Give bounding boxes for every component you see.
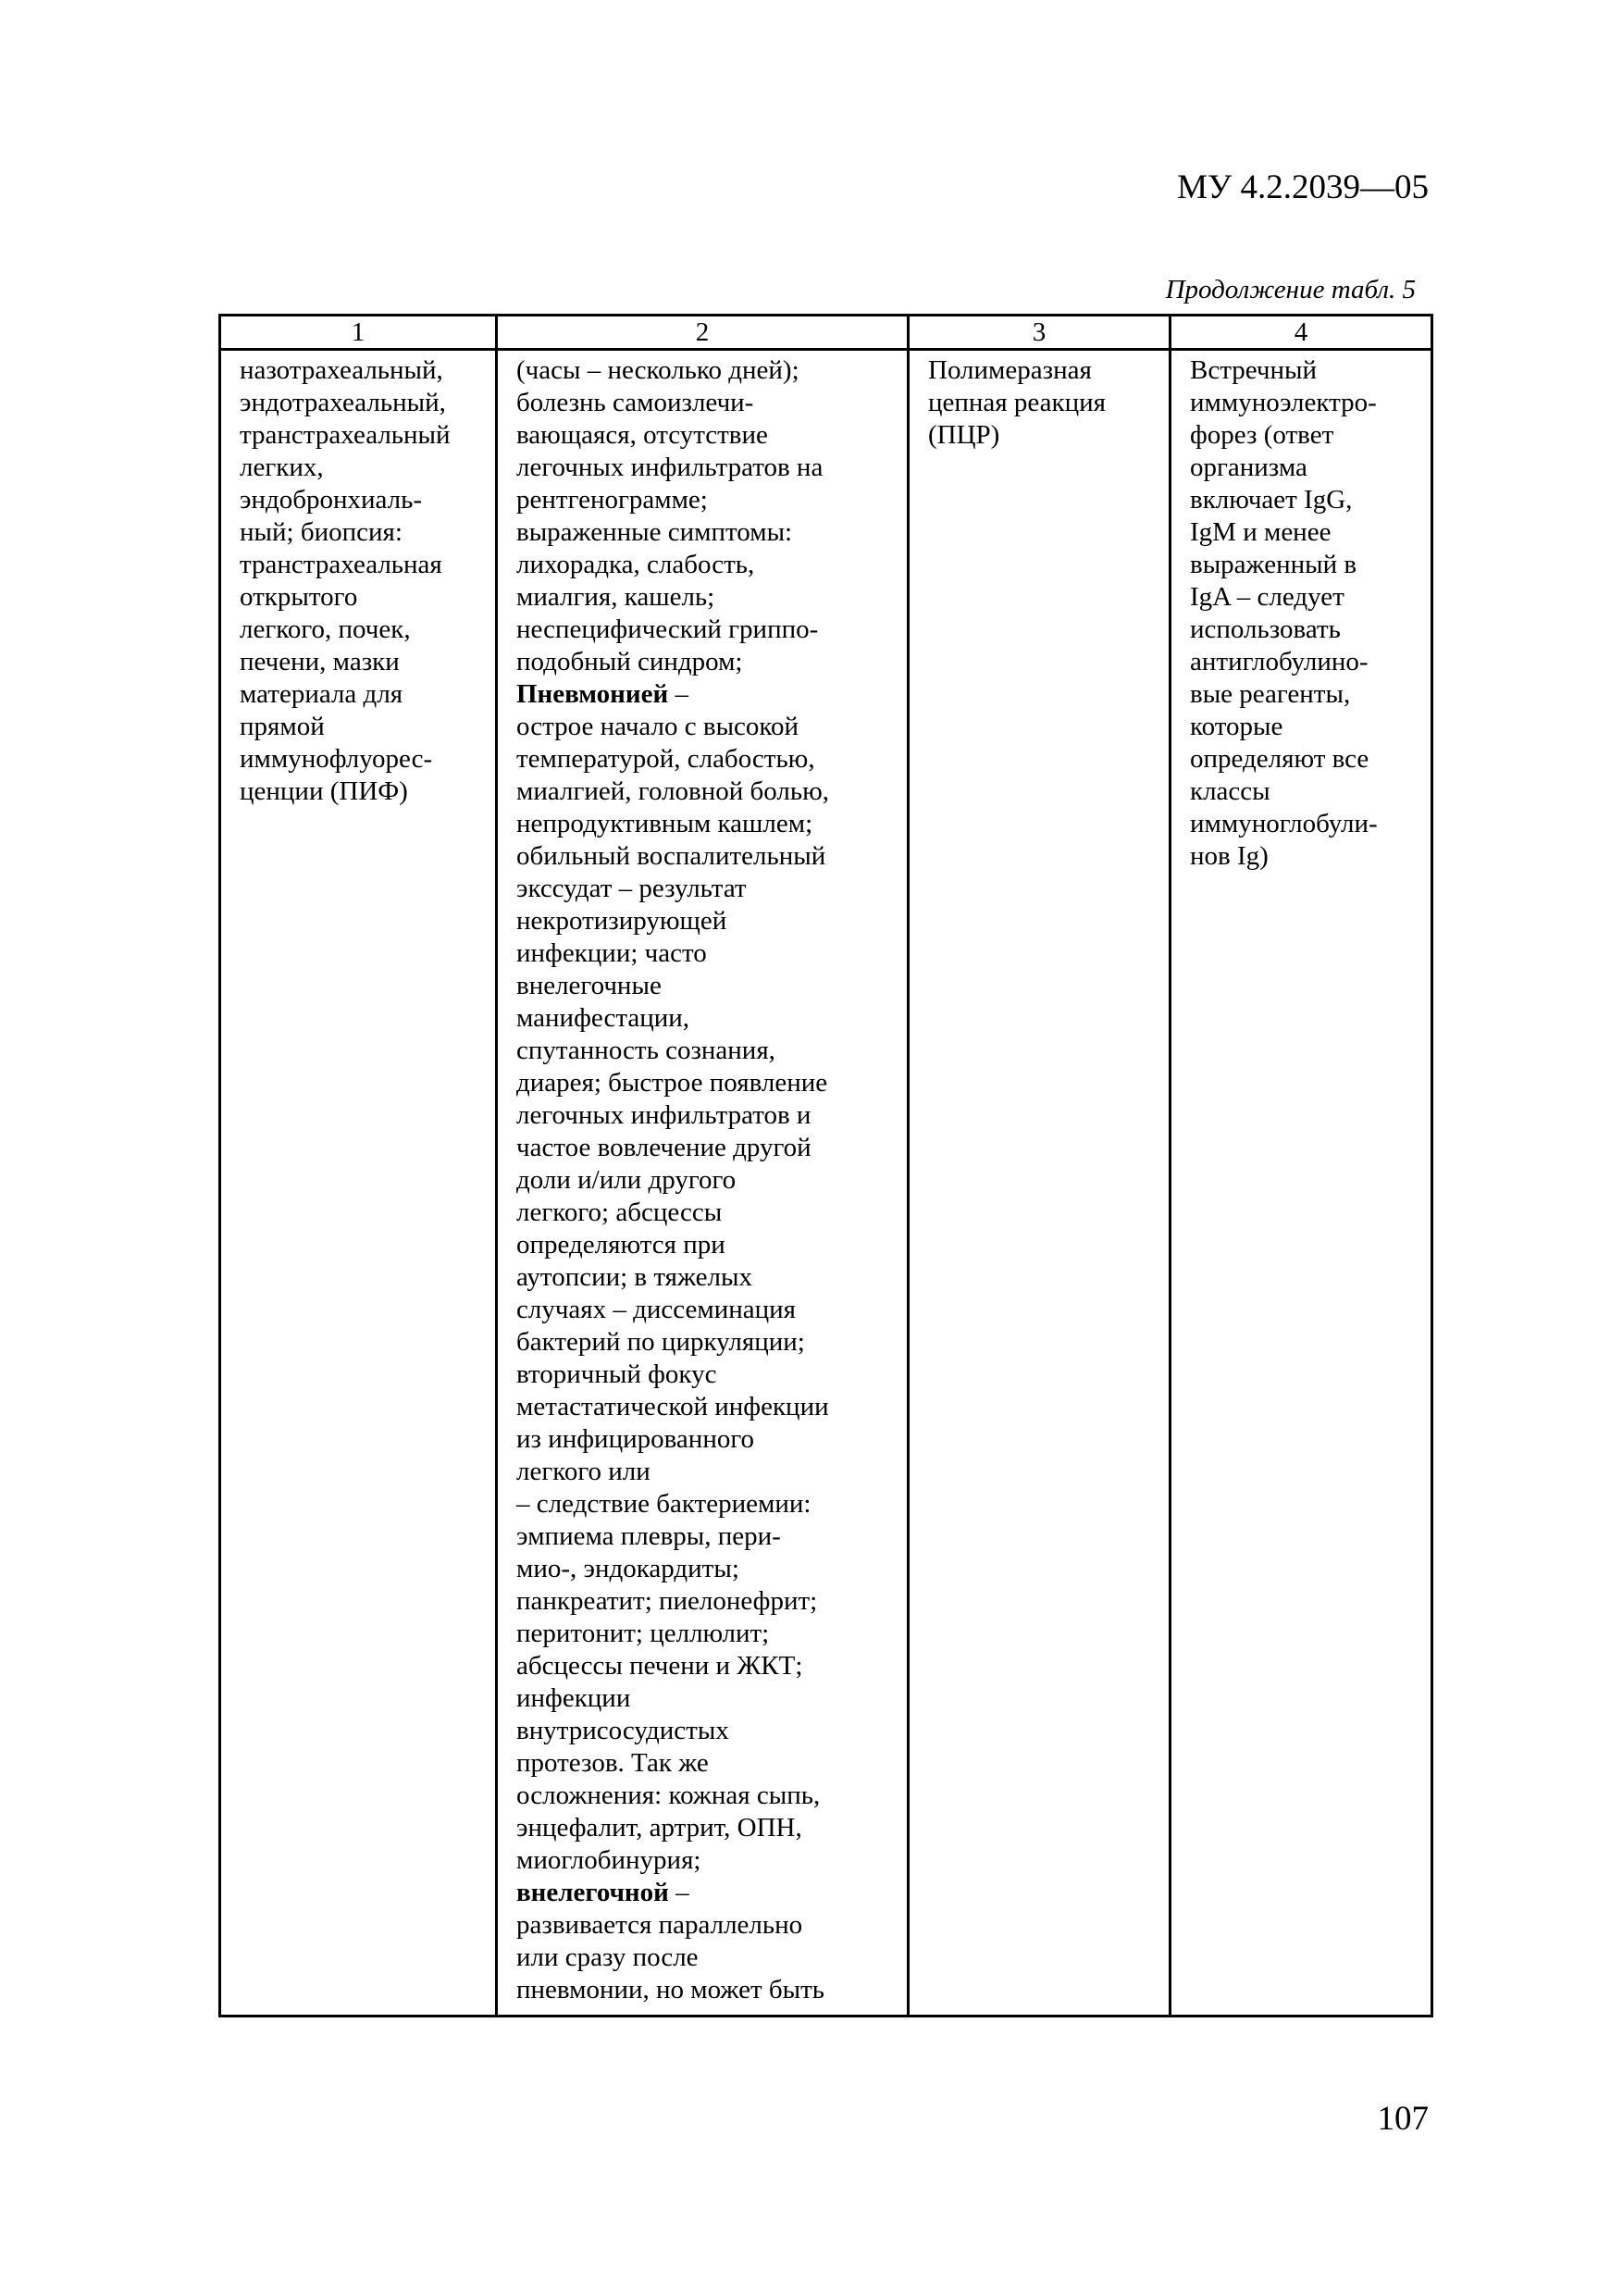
text-line: печени, мазки [240,647,400,676]
text-line: материала для [240,679,403,709]
text-line: внелегочные [516,971,662,1000]
pneumonia-heading [516,678,898,711]
cell-method [909,350,1171,2017]
text-line: ценции (ПИФ) [240,776,408,806]
text-line: манифестации, [516,1003,690,1033]
text-line: энцефалит, артрит, ОПН, [516,1813,802,1843]
column-number-4: 4 [1171,316,1432,350]
text-line: легочных инфильтратов на [516,453,824,482]
text-line: острое начало с высокой [516,712,799,741]
text-line: непродуктивным кашлем; [516,809,813,838]
text-line: спутанность сознания, [516,1036,775,1065]
text-line: эмпиема плевры, пери- [516,1521,781,1551]
clinical-text-part1 [516,354,898,678]
text-line: бактерий по циркуляции; [516,1327,805,1357]
text-line: развивается параллельно [516,1910,803,1940]
cell-material [220,350,497,2017]
text-line: прямой [240,712,325,741]
text-line: классы [1190,776,1270,806]
text-line: эндотрахеальный, [240,388,446,417]
text-line: форез (ответ [1190,420,1334,450]
text-line: экссудат – результат [516,874,747,903]
text-line: вторичный фокус [516,1359,717,1389]
text-line: миалгия, кашель; [516,582,715,612]
text-line: пневмонии, но может быть [516,1975,825,2004]
text-line: выраженный в [1190,550,1357,579]
text-line: легких, [240,453,324,482]
text-line: осложнения: кожная сыпь, [516,1781,821,1810]
text-line: ный; биопсия: [240,517,403,547]
text-line: метастатической инфекции [516,1392,829,1421]
text-line: рентгенограмме; [516,485,708,515]
text-line: вые реагенты, [1190,679,1351,709]
text-line: использовать [1190,614,1341,644]
text-line: Встречный [1190,355,1317,385]
text-line: инфекции [516,1683,631,1713]
text-line: организма [1190,453,1307,482]
text-line: транстрахеальный [240,420,451,450]
text-line: некротизирующей [516,906,727,936]
text-line: аутопсии; в тяжелых [516,1262,752,1292]
pneumonia-term: Пневмонией [516,679,669,709]
method-text [928,354,1159,452]
text-line: миалгией, головной болью, [516,776,830,806]
text-line: диарея; быстрое появление [516,1068,828,1098]
text-line: легкого; абсцессы [516,1198,723,1227]
column-number-3: 3 [909,316,1171,350]
text-line: выраженные симптомы: [516,517,793,547]
text-line: эндобронхиаль- [240,485,422,515]
extrapulmonary-heading [516,1877,898,1909]
table-5-continuation [218,314,1433,2017]
text-line: внутрисосудистых [516,1716,729,1745]
text-line: IgA – следует [1190,582,1344,612]
text-line: из инфицированного [516,1424,755,1454]
text-line: частое вовлечение другой [516,1133,812,1162]
document-code: МУ 4.2.2039—05 [1177,168,1429,206]
table-continuation-note: Продолжение табл. 5 [1165,275,1416,304]
column-number-1: 1 [220,316,497,350]
cell-clinical-description [497,350,909,2017]
text-line: Полимеразная [928,355,1092,385]
clinical-text-part2 [516,711,898,1877]
text-line: открытого [240,582,358,612]
text-line: иммунофлуорес- [240,744,433,774]
text-line: нов Ig) [1190,841,1269,871]
pneumonia-dash: – [668,679,688,709]
text-line: мио-, эндокардиты; [516,1554,739,1583]
text-line: транстрахеальная [240,550,442,579]
clinical-text-part3 [516,1909,898,2006]
text-line: подобный синдром; [516,647,743,676]
text-line: доли и/или другого [516,1165,737,1195]
text-line: болезнь самоизлечи- [516,388,754,417]
text-line: иммуноглобули- [1190,809,1378,838]
text-line: IgM и менее [1190,517,1332,547]
text-line: определяются при [516,1230,725,1260]
text-line: миоглобинурия; [516,1845,701,1875]
extrapulmonary-dash: – [668,1878,689,1907]
text-line: перитонит; целлюлит; [516,1619,770,1648]
text-line: – следствие бактериемии: [516,1489,812,1519]
text-line: абсцессы печени и ЖКТ; [516,1651,803,1681]
column-number-row [220,316,1432,350]
text-line: иммуноэлектро- [1190,388,1377,417]
text-line: включает IgG, [1190,485,1353,515]
text-line: антиглобулино- [1190,647,1369,676]
text-line: (часы – несколько дней); [516,355,799,385]
text-line: которые [1190,712,1283,741]
text-line: легочных инфильтратов и [516,1100,812,1130]
text-line: лихорадка, слабость, [516,550,755,579]
text-line: инфекции; часто [516,938,707,968]
text-line: легкого, почек, [240,614,411,644]
text-line: температурой, слабостью, [516,744,815,774]
text-line: вающаяся, отсутствие [516,420,768,450]
text-line: определяют все [1190,744,1369,774]
material-text [240,354,486,808]
text-line: обильный воспалительный [516,841,826,871]
page-number: 107 [1377,2100,1429,2138]
text-line: назотрахеальный, [240,355,443,385]
table-row [220,350,1432,2017]
text-line: или сразу после [516,1942,699,1972]
text-line: случаях – диссеминация [516,1295,797,1324]
extrapulmonary-term: внелегочной [516,1878,669,1907]
serology-text [1190,354,1421,873]
text-line: неспецифический гриппо- [516,614,819,644]
text-line: (ПЦР) [928,420,1000,450]
cell-serology [1171,350,1432,2017]
text-line: панкреатит; пиелонефрит; [516,1586,818,1616]
column-number-2: 2 [497,316,909,350]
text-line: цепная реакция [928,388,1106,417]
text-line: легкого или [516,1457,650,1486]
text-line: протезов. Так же [516,1748,709,1778]
